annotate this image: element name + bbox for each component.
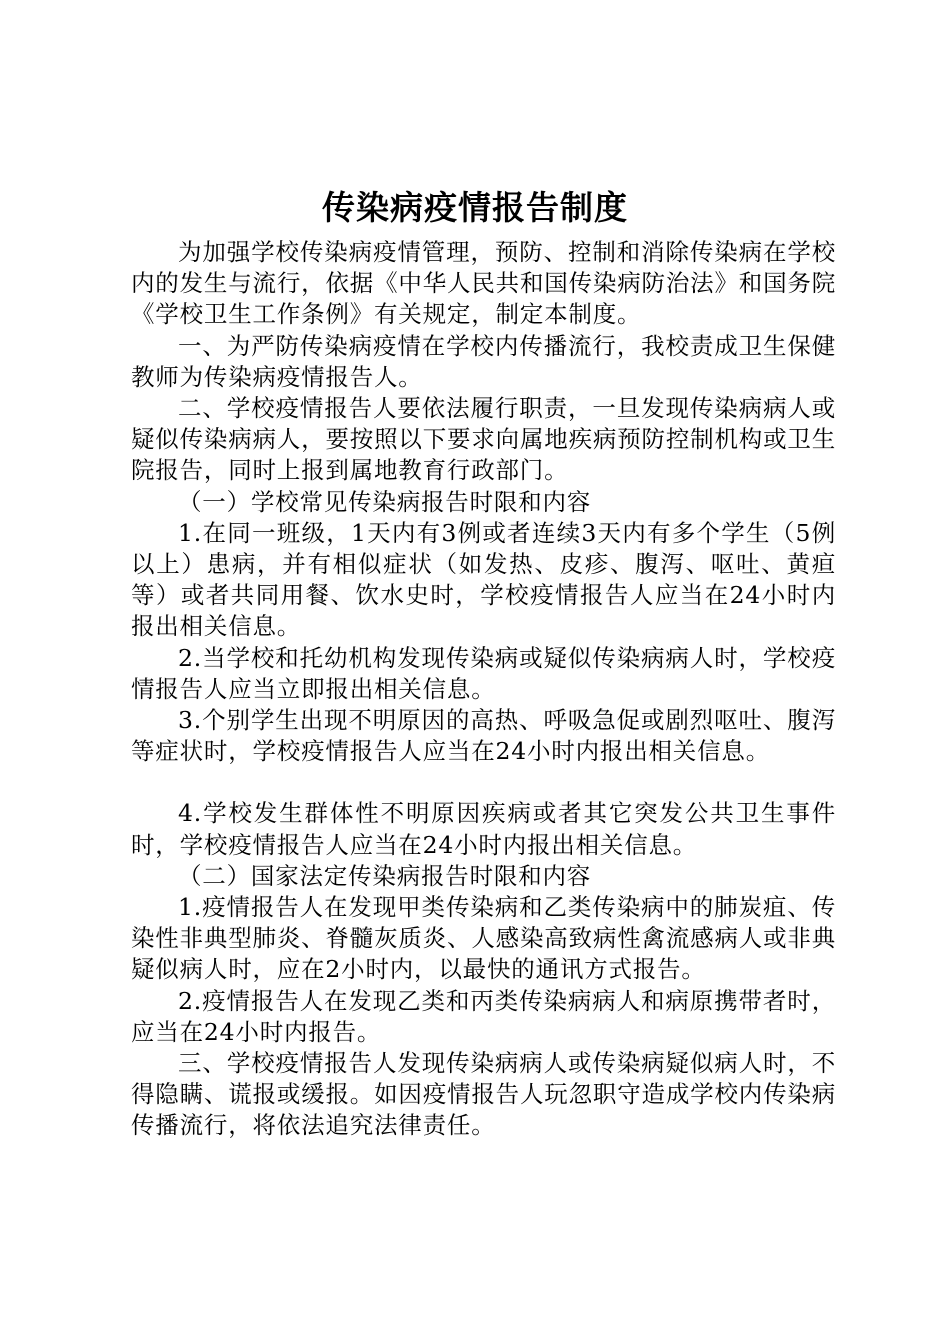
paragraph-spacer: [131, 767, 836, 798]
paragraph-section-2: 二、学校疫情报告人要依法履行职责，一旦发现传染病病人或疑似传染病病人，要按照以下要求向属地疾病预防控制机构或卫生院报告，同时上报到属地教育行政部门。: [131, 394, 836, 485]
paragraph-school-item-1: 1.在同一班级，1天内有3例或者连续3天内有多个学生（5例以上）患病，并有相似症状（如发热、皮疹、腹泻、呕吐、黄疸等）或者共同用餐、饮水史时，学校疫情报告人应当在24小时内报出相关信息。: [131, 518, 836, 641]
document-title: 传染病疫情报告制度: [322, 188, 628, 227]
paragraph-section-1: 一、为严防传染病疫情在学校内传播流行，我校责成卫生保健教师为传染病疫情报告人。: [131, 331, 836, 391]
subheading-school-reporting: （一）学校常见传染病报告时限和内容: [178, 487, 592, 516]
paragraph-national-item-1: 1.疫情报告人在发现甲类传染病和乙类传染病中的肺炭疽、传染性非典型肺炎、脊髓灰质炎、人感染高致病性禽流感病人或非典疑似病人时，应在2小时内，以最快的通讯方式报告。: [131, 893, 836, 984]
paragraph-intro: 为加强学校传染病疫情管理，预防、控制和消除传染病在学校内的发生与流行，依据《中华人民共和国传染病防治法》和国务院《学校卫生工作条例》有关规定，制定本制度。: [131, 238, 836, 329]
paragraph-national-item-2: 2.疫情报告人在发现乙类和丙类传染病病人和病原携带者时，应当在24小时内报告。: [131, 986, 836, 1046]
subheading-national-reporting: （二）国家法定传染病报告时限和内容: [178, 861, 592, 890]
paragraph-school-item-3: 3.个别学生出现不明原因的高热、呼吸急促或剧烈呕吐、腹泻等症状时，学校疫情报告人应当在24小时内报出相关信息。: [131, 706, 836, 766]
document-body: [131, 237, 836, 1142]
paragraph-section-3: 三、学校疫情报告人发现传染病病人或传染病疑似病人时，不得隐瞒、谎报或缓报。如因疫情报告人玩忽职守造成学校内传染病传播流行，将依法追究法律责任。: [131, 1049, 836, 1140]
paragraph-school-item-4: 4.学校发生群体性不明原因疾病或者其它突发公共卫生事件时，学校疫情报告人应当在24小时内报出相关信息。: [131, 799, 836, 859]
paragraph-school-item-2: 2.当学校和托幼机构发现传染病或疑似传染病病人时，学校疫情报告人应当立即报出相关信息。: [131, 643, 836, 703]
